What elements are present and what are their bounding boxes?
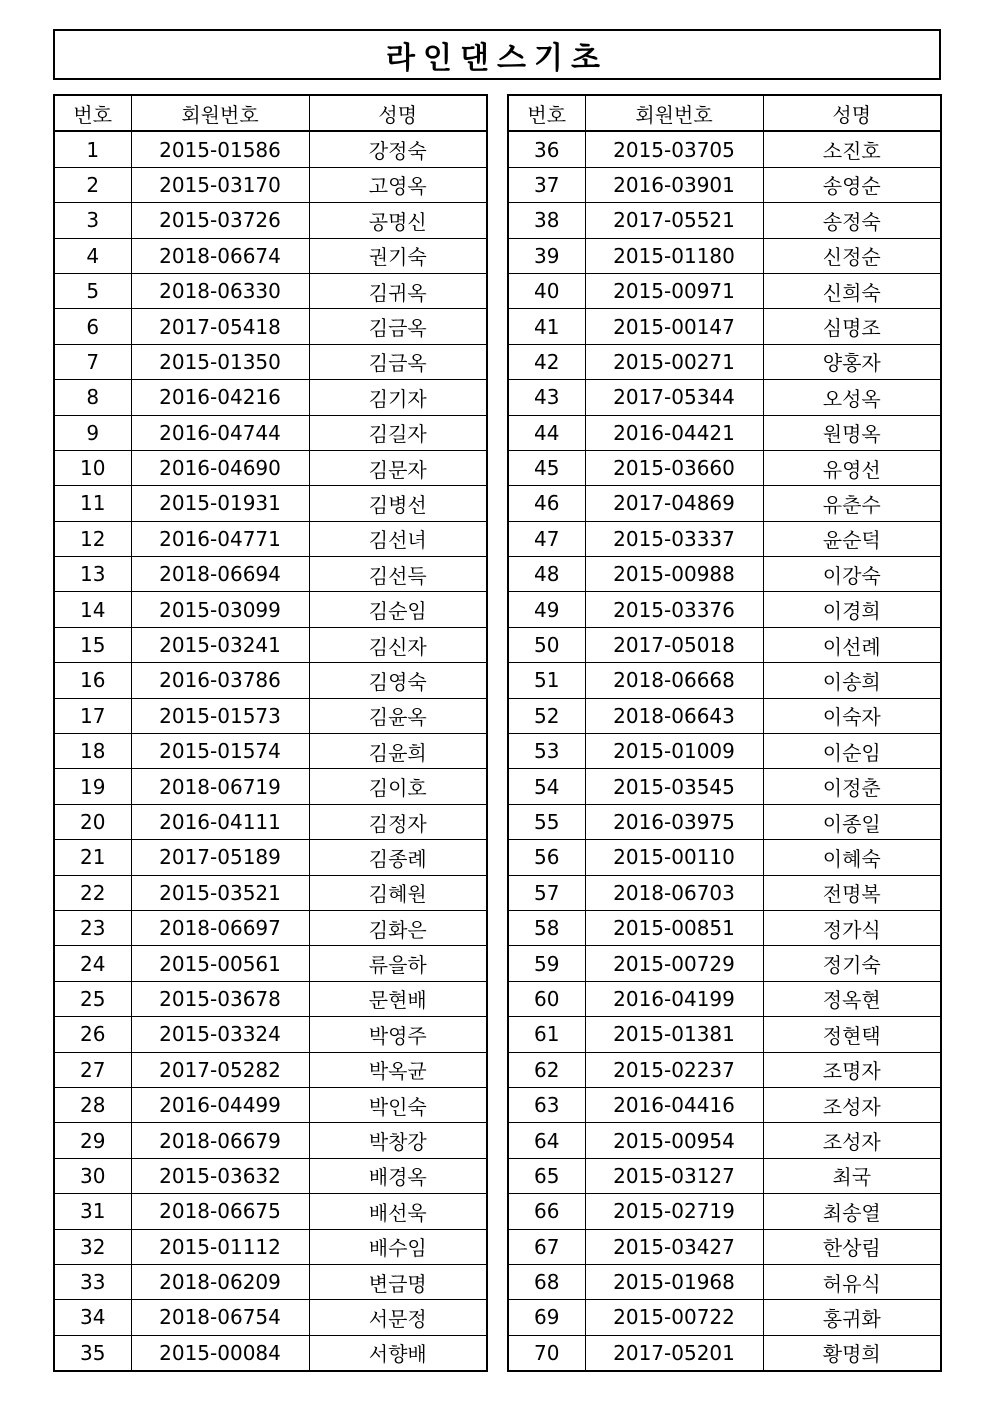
header-row [54, 95, 487, 131]
row-number: 70 [508, 1335, 585, 1371]
member-name-cell: 정기숙 [763, 946, 941, 981]
member-name-cell: 김선득 [309, 557, 487, 592]
member-id-cell: 2015-00561 [131, 946, 309, 981]
row-number: 59 [508, 946, 585, 981]
header-row [508, 95, 941, 131]
member-table-left [53, 94, 488, 1372]
row-number: 66 [508, 1194, 585, 1229]
member-name-cell: 김화은 [309, 910, 487, 945]
member-name-cell: 김신자 [309, 627, 487, 662]
member-name-cell: 강정숙 [309, 131, 487, 167]
row-number: 58 [508, 910, 585, 945]
row-number: 29 [54, 1123, 131, 1158]
member-name-cell: 고영옥 [309, 167, 487, 202]
row-number: 12 [54, 521, 131, 556]
table-row [54, 1017, 487, 1052]
row-number: 53 [508, 734, 585, 769]
table-row [508, 769, 941, 804]
member-id-cell: 2015-03376 [585, 592, 763, 627]
table-row [54, 273, 487, 308]
member-name-cell: 김종례 [309, 840, 487, 875]
member-name-cell: 김기자 [309, 380, 487, 415]
row-number: 56 [508, 840, 585, 875]
row-number: 6 [54, 309, 131, 344]
table-row [508, 698, 941, 733]
member-name-cell: 박영주 [309, 1017, 487, 1052]
member-name-cell: 이강숙 [763, 557, 941, 592]
member-id-cell: 2015-01573 [131, 698, 309, 733]
row-number: 14 [54, 592, 131, 627]
member-id-cell: 2015-00722 [585, 1300, 763, 1335]
member-name-cell: 김병선 [309, 486, 487, 521]
member-name-cell: 최송열 [763, 1194, 941, 1229]
member-id-cell: 2017-05282 [131, 1052, 309, 1087]
member-id-cell: 2015-01381 [585, 1017, 763, 1052]
table-row [54, 627, 487, 662]
table-row [508, 804, 941, 839]
row-number: 42 [508, 344, 585, 379]
header-member-id: 회원번호 [131, 95, 309, 131]
member-name-cell: 김선녀 [309, 521, 487, 556]
table-row [508, 344, 941, 379]
row-number: 61 [508, 1017, 585, 1052]
table-row [508, 910, 941, 945]
member-name-cell: 홍귀화 [763, 1300, 941, 1335]
table-row [508, 203, 941, 238]
member-table-right [507, 94, 942, 1372]
member-id-cell: 2018-06674 [131, 238, 309, 273]
member-id-cell: 2015-03632 [131, 1158, 309, 1193]
table-row [508, 1300, 941, 1335]
member-name-cell: 이순임 [763, 734, 941, 769]
table-row [54, 450, 487, 485]
member-name-cell: 배경옥 [309, 1158, 487, 1193]
row-number: 64 [508, 1123, 585, 1158]
row-number: 41 [508, 309, 585, 344]
row-number: 2 [54, 167, 131, 202]
member-id-cell: 2017-05344 [585, 380, 763, 415]
row-number: 35 [54, 1335, 131, 1371]
table-row [508, 981, 941, 1016]
member-name-cell: 김금옥 [309, 309, 487, 344]
member-id-cell: 2015-00729 [585, 946, 763, 981]
row-number: 69 [508, 1300, 585, 1335]
table-row [54, 557, 487, 592]
member-id-cell: 2015-03678 [131, 981, 309, 1016]
member-id-cell: 2016-04199 [585, 981, 763, 1016]
member-name-cell: 서문정 [309, 1300, 487, 1335]
member-id-cell: 2015-01586 [131, 131, 309, 167]
member-name-cell: 김길자 [309, 415, 487, 450]
row-number: 4 [54, 238, 131, 273]
member-name-cell: 송정숙 [763, 203, 941, 238]
member-name-cell: 김이호 [309, 769, 487, 804]
row-number: 34 [54, 1300, 131, 1335]
table-row [54, 131, 487, 167]
member-name-cell: 박창강 [309, 1123, 487, 1158]
member-name-cell: 양홍자 [763, 344, 941, 379]
member-name-cell: 허유식 [763, 1264, 941, 1299]
member-id-cell: 2018-06694 [131, 557, 309, 592]
row-number: 1 [54, 131, 131, 167]
row-number: 7 [54, 344, 131, 379]
row-number: 9 [54, 415, 131, 450]
table-row [54, 344, 487, 379]
row-number: 26 [54, 1017, 131, 1052]
table-row [54, 1158, 487, 1193]
member-name-cell: 전명복 [763, 875, 941, 910]
member-id-cell: 2015-01180 [585, 238, 763, 273]
member-name-cell: 김윤희 [309, 734, 487, 769]
member-id-cell: 2015-00084 [131, 1335, 309, 1371]
member-id-cell: 2015-03337 [585, 521, 763, 556]
member-name-cell: 심명조 [763, 309, 941, 344]
table-row [508, 627, 941, 662]
row-number: 32 [54, 1229, 131, 1264]
row-number: 62 [508, 1052, 585, 1087]
title-box [53, 29, 941, 80]
member-id-cell: 2015-00271 [585, 344, 763, 379]
row-number: 24 [54, 946, 131, 981]
member-id-cell: 2018-06209 [131, 1264, 309, 1299]
row-number: 8 [54, 380, 131, 415]
member-id-cell: 2015-00971 [585, 273, 763, 308]
member-name-cell: 이숙자 [763, 698, 941, 733]
member-id-cell: 2015-03427 [585, 1229, 763, 1264]
table-row [54, 946, 487, 981]
member-id-cell: 2018-06679 [131, 1123, 309, 1158]
member-name-cell: 신정순 [763, 238, 941, 273]
row-number: 37 [508, 167, 585, 202]
row-number: 43 [508, 380, 585, 415]
row-number: 67 [508, 1229, 585, 1264]
member-name-cell: 정현택 [763, 1017, 941, 1052]
row-number: 19 [54, 769, 131, 804]
member-id-cell: 2015-03545 [585, 769, 763, 804]
table-row [54, 203, 487, 238]
header-member-id: 회원번호 [585, 95, 763, 131]
member-name-cell: 김금옥 [309, 344, 487, 379]
member-id-cell: 2017-05189 [131, 840, 309, 875]
table-row [54, 1264, 487, 1299]
table-row [508, 309, 941, 344]
table-row [508, 1335, 941, 1371]
member-name-cell: 이정춘 [763, 769, 941, 804]
member-id-cell: 2018-06643 [585, 698, 763, 733]
table-row [508, 734, 941, 769]
row-number: 55 [508, 804, 585, 839]
row-number: 48 [508, 557, 585, 592]
table-row [54, 309, 487, 344]
row-number: 54 [508, 769, 585, 804]
member-name-cell: 공명신 [309, 203, 487, 238]
member-id-cell: 2018-06330 [131, 273, 309, 308]
document-title: 라인댄스기초 [386, 40, 608, 76]
member-name-cell: 박인숙 [309, 1087, 487, 1122]
member-name-cell: 오성옥 [763, 380, 941, 415]
table-row [508, 415, 941, 450]
member-name-cell: 한상림 [763, 1229, 941, 1264]
row-number: 21 [54, 840, 131, 875]
table-row [508, 486, 941, 521]
row-number: 39 [508, 238, 585, 273]
table-row [508, 1264, 941, 1299]
row-number: 16 [54, 663, 131, 698]
table-row [54, 238, 487, 273]
row-number: 33 [54, 1264, 131, 1299]
row-number: 38 [508, 203, 585, 238]
member-id-cell: 2016-04421 [585, 415, 763, 450]
table-row [508, 946, 941, 981]
member-id-cell: 2015-03705 [585, 131, 763, 167]
row-number: 13 [54, 557, 131, 592]
member-id-cell: 2015-02237 [585, 1052, 763, 1087]
member-name-cell: 유영선 [763, 450, 941, 485]
header-no: 번호 [54, 95, 131, 131]
table-row [508, 1123, 941, 1158]
member-id-cell: 2017-05418 [131, 309, 309, 344]
member-id-cell: 2016-03901 [585, 167, 763, 202]
row-number: 27 [54, 1052, 131, 1087]
member-name-cell: 배수임 [309, 1229, 487, 1264]
member-id-cell: 2015-00110 [585, 840, 763, 875]
table-row [508, 557, 941, 592]
member-name-cell: 문현배 [309, 981, 487, 1016]
row-number: 30 [54, 1158, 131, 1193]
table-row [508, 1158, 941, 1193]
table-row [54, 1194, 487, 1229]
table-row [508, 273, 941, 308]
member-id-cell: 2015-01931 [131, 486, 309, 521]
table-row [54, 804, 487, 839]
member-name-cell: 신희숙 [763, 273, 941, 308]
member-id-cell: 2015-01350 [131, 344, 309, 379]
header-no: 번호 [508, 95, 585, 131]
table-row [54, 1087, 487, 1122]
member-name-cell: 김귀옥 [309, 273, 487, 308]
member-id-cell: 2016-04416 [585, 1087, 763, 1122]
row-number: 46 [508, 486, 585, 521]
row-number: 22 [54, 875, 131, 910]
row-number: 20 [54, 804, 131, 839]
member-id-cell: 2015-03127 [585, 1158, 763, 1193]
row-number: 40 [508, 273, 585, 308]
row-number: 50 [508, 627, 585, 662]
member-name-cell: 이종일 [763, 804, 941, 839]
row-number: 25 [54, 981, 131, 1016]
member-name-cell: 김혜원 [309, 875, 487, 910]
member-id-cell: 2018-06754 [131, 1300, 309, 1335]
member-id-cell: 2015-01112 [131, 1229, 309, 1264]
member-name-cell: 조성자 [763, 1123, 941, 1158]
table-row [508, 380, 941, 415]
row-number: 44 [508, 415, 585, 450]
table-row [508, 521, 941, 556]
row-number: 49 [508, 592, 585, 627]
table-row [54, 1229, 487, 1264]
table-row [54, 521, 487, 556]
member-id-cell: 2016-04744 [131, 415, 309, 450]
member-id-cell: 2015-03099 [131, 592, 309, 627]
table-row [508, 840, 941, 875]
table-row [54, 840, 487, 875]
member-id-cell: 2018-06668 [585, 663, 763, 698]
member-id-cell: 2016-04111 [131, 804, 309, 839]
table-row [54, 698, 487, 733]
row-number: 23 [54, 910, 131, 945]
table-row [54, 486, 487, 521]
member-name-cell: 변금명 [309, 1264, 487, 1299]
member-id-cell: 2018-06697 [131, 910, 309, 945]
member-id-cell: 2018-06703 [585, 875, 763, 910]
row-number: 60 [508, 981, 585, 1016]
table-row [54, 1123, 487, 1158]
table-row [508, 1052, 941, 1087]
member-id-cell: 2018-06719 [131, 769, 309, 804]
member-id-cell: 2015-03521 [131, 875, 309, 910]
member-id-cell: 2015-00988 [585, 557, 763, 592]
member-name-cell: 배선욱 [309, 1194, 487, 1229]
table-row [54, 875, 487, 910]
member-name-cell: 김문자 [309, 450, 487, 485]
member-name-cell: 이송희 [763, 663, 941, 698]
member-name-cell: 원명옥 [763, 415, 941, 450]
row-number: 47 [508, 521, 585, 556]
row-number: 15 [54, 627, 131, 662]
row-number: 68 [508, 1264, 585, 1299]
table-row [508, 1017, 941, 1052]
table-row [54, 769, 487, 804]
member-id-cell: 2017-05201 [585, 1335, 763, 1371]
header-name: 성명 [763, 95, 941, 131]
table-row [54, 1300, 487, 1335]
member-name-cell: 이선례 [763, 627, 941, 662]
member-id-cell: 2015-02719 [585, 1194, 763, 1229]
table-row [508, 167, 941, 202]
row-number: 51 [508, 663, 585, 698]
member-id-cell: 2016-04690 [131, 450, 309, 485]
row-number: 5 [54, 273, 131, 308]
member-id-cell: 2015-00147 [585, 309, 763, 344]
member-name-cell: 김정자 [309, 804, 487, 839]
member-id-cell: 2016-03975 [585, 804, 763, 839]
row-number: 3 [54, 203, 131, 238]
member-name-cell: 서향배 [309, 1335, 487, 1371]
member-name-cell: 김순임 [309, 592, 487, 627]
member-id-cell: 2017-05018 [585, 627, 763, 662]
member-id-cell: 2015-00851 [585, 910, 763, 945]
member-id-cell: 2015-03170 [131, 167, 309, 202]
row-number: 11 [54, 486, 131, 521]
member-id-cell: 2015-03726 [131, 203, 309, 238]
row-number: 10 [54, 450, 131, 485]
member-name-cell: 윤순덕 [763, 521, 941, 556]
member-name-cell: 조명자 [763, 1052, 941, 1087]
table-row [508, 1087, 941, 1122]
table-row [508, 663, 941, 698]
member-name-cell: 류을하 [309, 946, 487, 981]
table-row [508, 592, 941, 627]
table-row [508, 1194, 941, 1229]
member-id-cell: 2016-04771 [131, 521, 309, 556]
member-name-cell: 박옥균 [309, 1052, 487, 1087]
table-row [54, 1052, 487, 1087]
table-row [54, 663, 487, 698]
row-number: 57 [508, 875, 585, 910]
member-name-cell: 송영순 [763, 167, 941, 202]
table-row [54, 592, 487, 627]
member-id-cell: 2018-06675 [131, 1194, 309, 1229]
member-id-cell: 2017-04869 [585, 486, 763, 521]
member-id-cell: 2015-01574 [131, 734, 309, 769]
member-id-cell: 2015-01009 [585, 734, 763, 769]
member-name-cell: 권기숙 [309, 238, 487, 273]
member-name-cell: 정옥현 [763, 981, 941, 1016]
table-row [508, 238, 941, 273]
member-id-cell: 2015-03660 [585, 450, 763, 485]
row-number: 52 [508, 698, 585, 733]
member-name-cell: 소진호 [763, 131, 941, 167]
table-row [508, 131, 941, 167]
header-name: 성명 [309, 95, 487, 131]
member-name-cell: 이혜숙 [763, 840, 941, 875]
table-row [508, 1229, 941, 1264]
member-id-cell: 2015-00954 [585, 1123, 763, 1158]
table-row [54, 1335, 487, 1371]
member-name-cell: 김영숙 [309, 663, 487, 698]
member-name-cell: 최국 [763, 1158, 941, 1193]
table-row [54, 981, 487, 1016]
member-id-cell: 2017-05521 [585, 203, 763, 238]
row-number: 63 [508, 1087, 585, 1122]
row-number: 17 [54, 698, 131, 733]
member-id-cell: 2016-04499 [131, 1087, 309, 1122]
table-row [54, 910, 487, 945]
row-number: 31 [54, 1194, 131, 1229]
member-id-cell: 2016-04216 [131, 380, 309, 415]
member-name-cell: 유춘수 [763, 486, 941, 521]
row-number: 45 [508, 450, 585, 485]
table-row [54, 734, 487, 769]
row-number: 28 [54, 1087, 131, 1122]
row-number: 65 [508, 1158, 585, 1193]
row-number: 18 [54, 734, 131, 769]
member-name-cell: 김윤옥 [309, 698, 487, 733]
row-number: 36 [508, 131, 585, 167]
member-id-cell: 2015-03241 [131, 627, 309, 662]
table-row [54, 415, 487, 450]
member-id-cell: 2016-03786 [131, 663, 309, 698]
member-name-cell: 황명희 [763, 1335, 941, 1371]
member-id-cell: 2015-01968 [585, 1264, 763, 1299]
member-name-cell: 조성자 [763, 1087, 941, 1122]
member-name-cell: 이경희 [763, 592, 941, 627]
table-row [54, 167, 487, 202]
table-row [508, 450, 941, 485]
table-row [54, 380, 487, 415]
member-id-cell: 2015-03324 [131, 1017, 309, 1052]
table-row [508, 875, 941, 910]
member-name-cell: 정가식 [763, 910, 941, 945]
